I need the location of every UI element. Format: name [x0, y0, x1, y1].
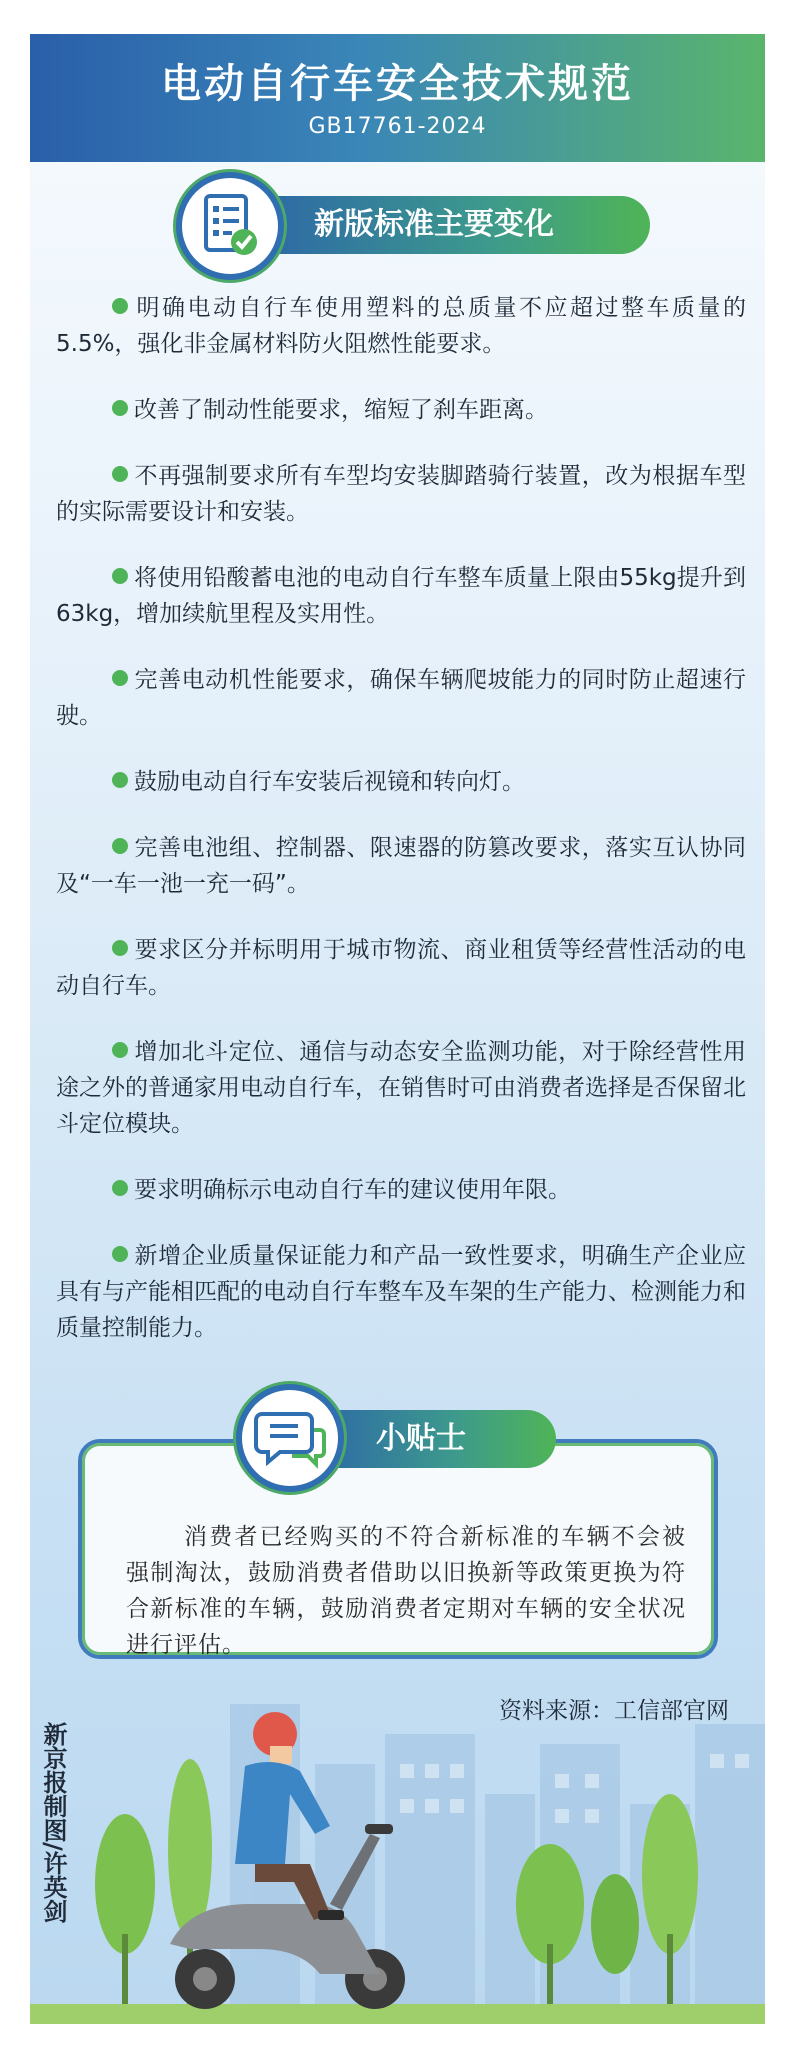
list-item: 改善了制动性能要求，缩短了刹车距离。	[56, 392, 746, 428]
list-item: 完善电动机性能要求，确保车辆爬坡能力的同时防止超速行驶。	[56, 667, 746, 729]
list-item: 要求明确标示电动自行车的建议使用年限。	[56, 1172, 746, 1208]
source-note: 资料来源：工信部官网	[499, 1698, 729, 1724]
speech-bubble-icon	[236, 1384, 344, 1492]
tips-section-title: 小贴士	[376, 1421, 466, 1456]
bullet-dot-icon	[112, 568, 128, 584]
list-item: 将使用铅酸蓄电池的电动自行车整车质量上限由55kg提升到63kg，增加续航里程及实用性。	[56, 565, 746, 627]
list-item: 鼓励电动自行车安装后视镜和转向灯。	[56, 764, 746, 800]
rider-illustration	[30, 1674, 765, 2024]
page-title: 电动自行车安全技术规范	[161, 60, 634, 107]
graphic-credit: 新京报制图/许英剑	[39, 1722, 67, 1923]
tips-text: 消费者已经购买的不符合新标准的车辆不会被强制淘汰，鼓励消费者借助以旧换新等政策更换为符合新标准的车辆，鼓励消费者定期对车辆的安全状况进行评估。	[126, 1524, 686, 1658]
changes-section-title: 新版标准主要变化	[314, 207, 554, 242]
bullet-dot-icon	[112, 1042, 128, 1058]
header-banner	[30, 34, 765, 162]
infographic-page	[30, 34, 765, 2024]
bullet-dot-icon	[112, 400, 128, 416]
changes-list	[56, 290, 746, 1376]
changes-section-heading	[250, 196, 650, 254]
ground	[30, 2004, 765, 2024]
checklist-document-icon	[176, 172, 284, 280]
bullet-dot-icon	[112, 838, 128, 854]
bullet-dot-icon	[112, 670, 128, 686]
list-item: 要求区分并标明用于城市物流、商业租赁等经营性活动的电动自行车。	[56, 937, 746, 999]
bullet-dot-icon	[112, 772, 128, 788]
bullet-dot-icon	[112, 466, 128, 482]
bullet-dot-icon	[112, 1246, 128, 1262]
bullet-dot-icon	[112, 1180, 128, 1196]
list-item: 新增企业质量保证能力和产品一致性要求，明确生产企业应具有与产能相匹配的电动自行车整车及车架的生产能力、检测能力和质量控制能力。	[56, 1243, 746, 1341]
bullet-dot-icon	[112, 940, 128, 956]
bullet-dot-icon	[112, 298, 128, 314]
list-item: 明确电动自行车使用塑料的总质量不应超过整车质量的5.5%，强化非金属材料防火阻燃性能要求。	[56, 295, 746, 357]
standard-number: GB17761-2024	[308, 114, 487, 139]
list-item: 不再强制要求所有车型均安装脚踏骑行装置，改为根据车型的实际需要设计和安装。	[56, 463, 746, 525]
tips-box	[78, 1439, 718, 1659]
list-item: 完善电池组、控制器、限速器的防篡改要求，落实互认协同及“一车一池一充一码”。	[56, 835, 746, 897]
list-item: 增加北斗定位、通信与动态安全监测功能，对于除经营性用途之外的普通家用电动自行车，在销售时可由消费者选择是否保留北斗定位模块。	[56, 1039, 746, 1137]
